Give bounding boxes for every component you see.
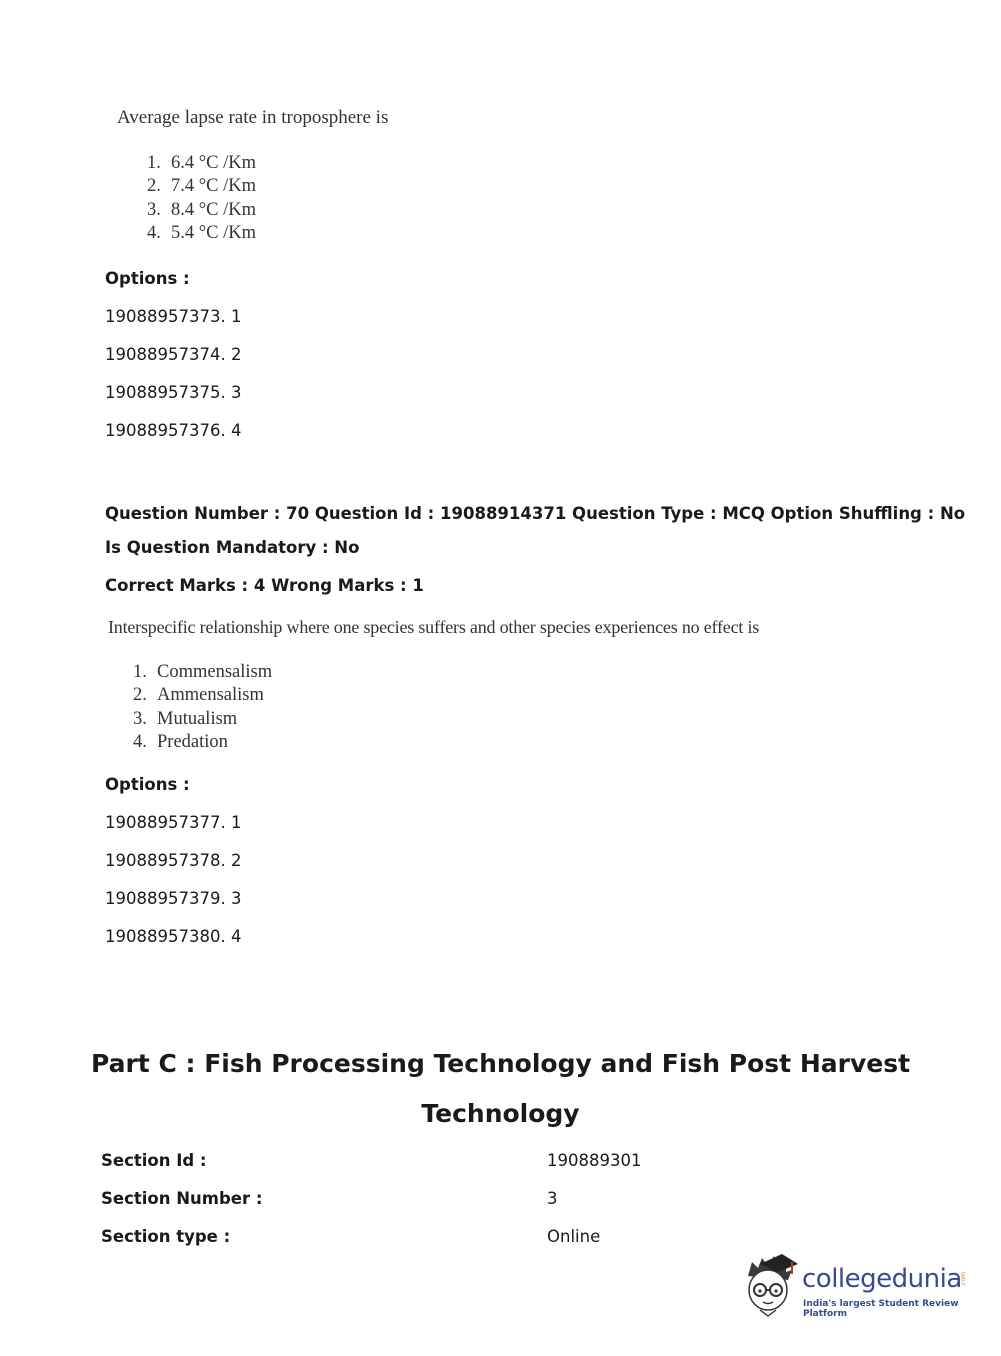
logo-wordmark: collegedunia <box>802 1264 962 1294</box>
choice-number: 3. <box>133 708 147 729</box>
choice-item <box>147 199 256 222</box>
choice-number: 1. <box>147 153 161 173</box>
option-id: 19088957375. 3 <box>105 383 242 402</box>
question-70-choices <box>133 661 272 754</box>
choice-item <box>133 708 272 731</box>
choice-text: 7.4 °C /Km <box>171 176 257 197</box>
question-70-stem: Interspecific relationship where one species suffers and other species experiences no effect is <box>108 617 760 637</box>
choice-text: 6.4 °C /Km <box>171 153 257 173</box>
choice-number: 2. <box>133 685 147 706</box>
options-heading: Options : <box>105 269 190 288</box>
choice-text: 8.4 °C /Km <box>171 199 257 220</box>
question-mandatory: Is Question Mandatory : No <box>105 538 360 557</box>
option-id: 19088957380. 4 <box>105 927 242 946</box>
choice-item <box>133 731 272 754</box>
section-type-label: Section type : <box>101 1227 231 1246</box>
section-id-value: 190889301 <box>547 1151 642 1170</box>
question-70-meta: Question Number : 70 Question Id : 19088914371 Question Type : MCQ Option Shuffling : No <box>105 504 966 523</box>
question-69-stem: Average lapse rate in troposphere is <box>117 107 389 128</box>
collegedunia-logo <box>740 1250 970 1320</box>
section-number-value: 3 <box>547 1189 558 1208</box>
option-id: 19088957378. 2 <box>105 851 242 870</box>
part-title: Part C : Fish Processing Technology and Fish Post Harvest <box>90 1049 911 1078</box>
choice-text: Mutualism <box>157 708 238 729</box>
section-type-value: Online <box>547 1227 601 1246</box>
options-heading: Options : <box>105 775 190 794</box>
choice-number: 4. <box>147 222 161 243</box>
option-id: 19088957373. 1 <box>105 307 242 326</box>
choice-item <box>133 684 272 707</box>
section-id-label: Section Id : <box>101 1151 207 1170</box>
choice-text: Predation <box>157 731 228 752</box>
choice-text: Ammensalism <box>157 685 264 706</box>
student-mascot-icon <box>740 1250 800 1320</box>
choice-number: 1. <box>133 662 147 682</box>
option-id: 19088957379. 3 <box>105 889 242 908</box>
question-marks: Correct Marks : 4 Wrong Marks : 1 <box>105 576 424 595</box>
choice-item <box>147 222 256 245</box>
choice-item <box>147 152 256 175</box>
choice-number: 2. <box>147 176 161 197</box>
choice-item <box>133 661 272 684</box>
logo-suffix: .com <box>960 1272 967 1287</box>
choice-number: 4. <box>133 731 147 752</box>
question-69-choices <box>147 152 256 245</box>
logo-tagline: India's largest Student Review Platform <box>803 1299 959 1319</box>
choice-item <box>147 175 256 198</box>
option-id: 19088957377. 1 <box>105 813 242 832</box>
part-title-continued: Technology <box>421 1099 580 1128</box>
choice-text: Commensalism <box>157 662 273 682</box>
choice-text: 5.4 °C /Km <box>171 222 257 243</box>
section-number-label: Section Number : <box>101 1189 263 1208</box>
choice-number: 3. <box>147 199 161 220</box>
option-id: 19088957376. 4 <box>105 421 242 440</box>
option-id: 19088957374. 2 <box>105 345 242 364</box>
